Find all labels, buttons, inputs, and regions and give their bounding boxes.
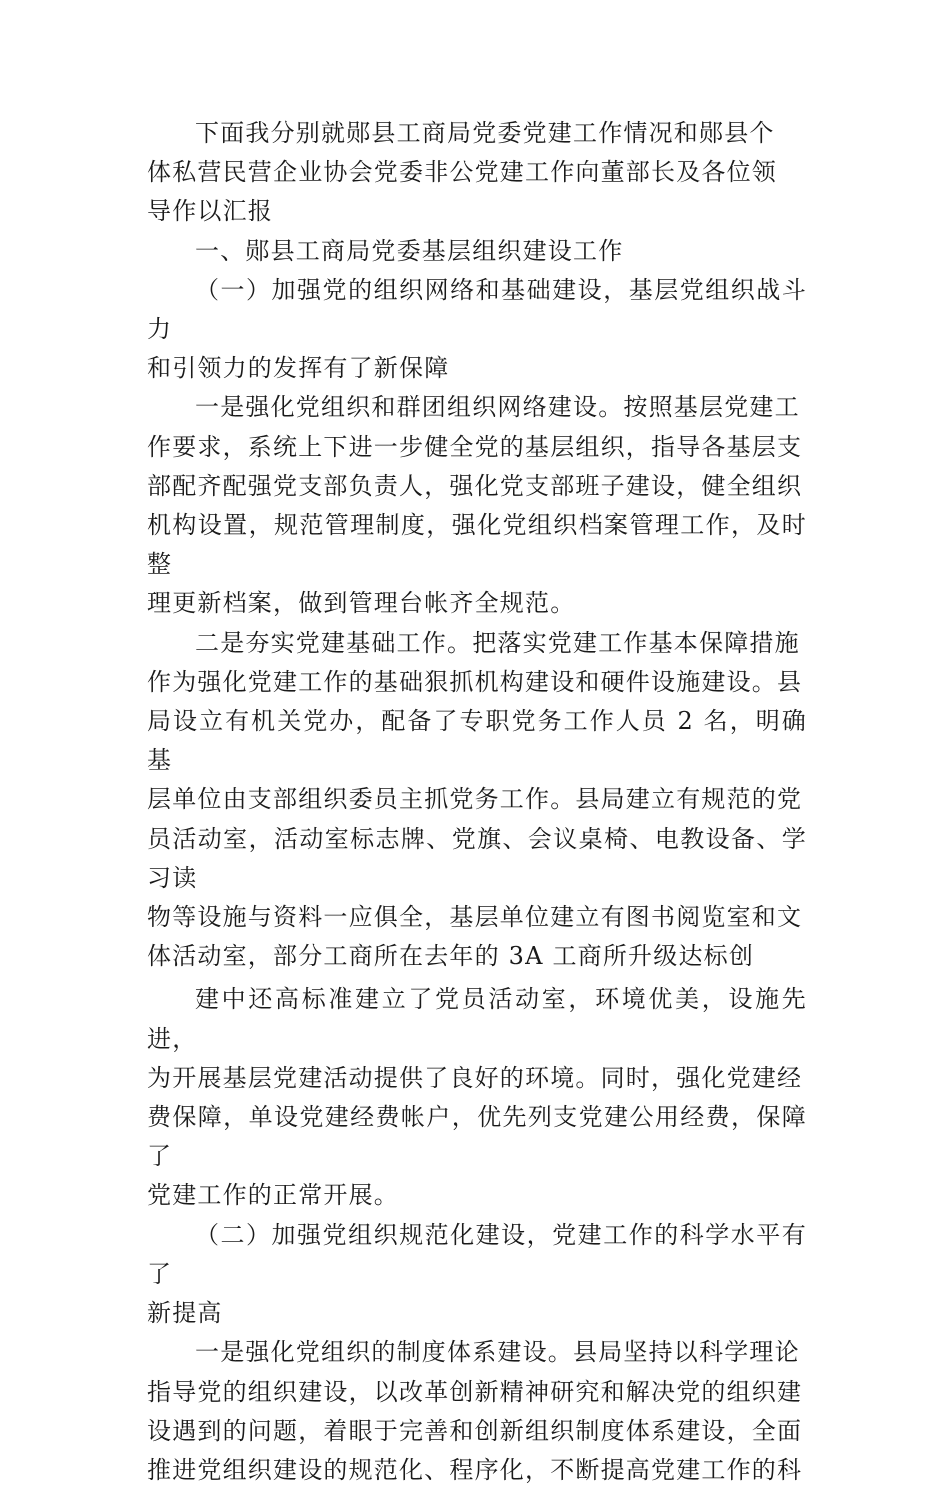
subsection-heading bbox=[147, 1216, 807, 1334]
text-line: 导作以汇报 bbox=[147, 197, 273, 226]
text-line: 体私营民营企业协会党委非公党建工作向董部长及各位领 bbox=[147, 158, 777, 187]
text-line: 局设立有机关党办，配备了专职党务工作人员 2 名，明确基 bbox=[147, 707, 807, 775]
text-line: 作要求，系统上下进一步健全党的基层组织，指导各基层支 bbox=[147, 432, 803, 461]
text-line: 一、郧县工商局党委基层组织建设工作 bbox=[195, 236, 624, 265]
text-line: 理更新档案，做到管理台帐齐全规范。 bbox=[147, 589, 576, 618]
text-line: （一）加强党的组织网络和基础建设，基层党组织战斗力 bbox=[147, 275, 807, 344]
text-line: 指导党的组织建设，以改革创新精神研究和解决党的组织建 bbox=[147, 1377, 803, 1406]
text-line: 员活动室，活动室标志牌、党旗、会议桌椅、电教设备、学习读 bbox=[147, 824, 807, 892]
text-line: 为开展基层党建活动提供了良好的环境。同时，强化党建经 bbox=[147, 1063, 803, 1092]
text-line: 体活动室，部分工商所在去年的 3A 工商所升级达标创 bbox=[147, 942, 755, 971]
document-body bbox=[147, 114, 807, 1490]
text-line: 二是夯实党建基础工作。把落实党建工作基本保障措施 bbox=[195, 628, 800, 657]
text-line: 机构设置，规范管理制度，强化党组织档案管理工作，及时整 bbox=[147, 511, 807, 579]
paragraph-point-continued bbox=[147, 980, 807, 1215]
text-line: 设遇到的问题，着眼于完善和创新组织制度体系建设，全面 bbox=[147, 1416, 803, 1445]
text-line: 新提高 bbox=[147, 1299, 223, 1328]
text-line: 一是强化党组织和群团组织网络建设。按照基层党建工 bbox=[195, 393, 800, 422]
text-line: 一是强化党组织的制度体系建设。县局坚持以科学理论 bbox=[195, 1338, 800, 1367]
text-line: 费保障，单设党建经费帐户，优先列支党建公用经费，保障了 bbox=[147, 1103, 807, 1171]
text-line: 作为强化党建工作的基础狠抓机构建设和硬件设施建设。县 bbox=[147, 667, 803, 696]
section-heading bbox=[147, 232, 807, 271]
text-line: 推进党组织建设的规范化、程序化，不断提高党建工作的科 bbox=[147, 1455, 803, 1484]
subsection-heading bbox=[147, 271, 807, 389]
text-line: （二）加强党组织规范化建设，党建工作的科学水平有了 bbox=[147, 1220, 807, 1288]
text-line: 下面我分别就郧县工商局党委党建工作情况和郧县个 bbox=[195, 119, 775, 147]
text-line: 党建工作的正常开展。 bbox=[147, 1181, 399, 1210]
text-line: 建中还高标准建立了党员活动室，环境优美，设施先进， bbox=[147, 985, 807, 1053]
paragraph-point bbox=[147, 1333, 807, 1490]
paragraph-intro bbox=[147, 114, 807, 232]
text-line: 部配齐配强党支部负责人，强化党支部班子建设，健全组织 bbox=[147, 471, 803, 500]
text-line: 和引领力的发挥有了新保障 bbox=[147, 354, 450, 383]
text-line: 物等设施与资料一应俱全，基层单位建立有图书阅览室和文 bbox=[147, 903, 803, 932]
paragraph-point bbox=[147, 388, 807, 623]
text-line: 层单位由支部组织委员主抓党务工作。县局建立有规范的党 bbox=[147, 785, 803, 814]
paragraph-point bbox=[147, 624, 807, 977]
